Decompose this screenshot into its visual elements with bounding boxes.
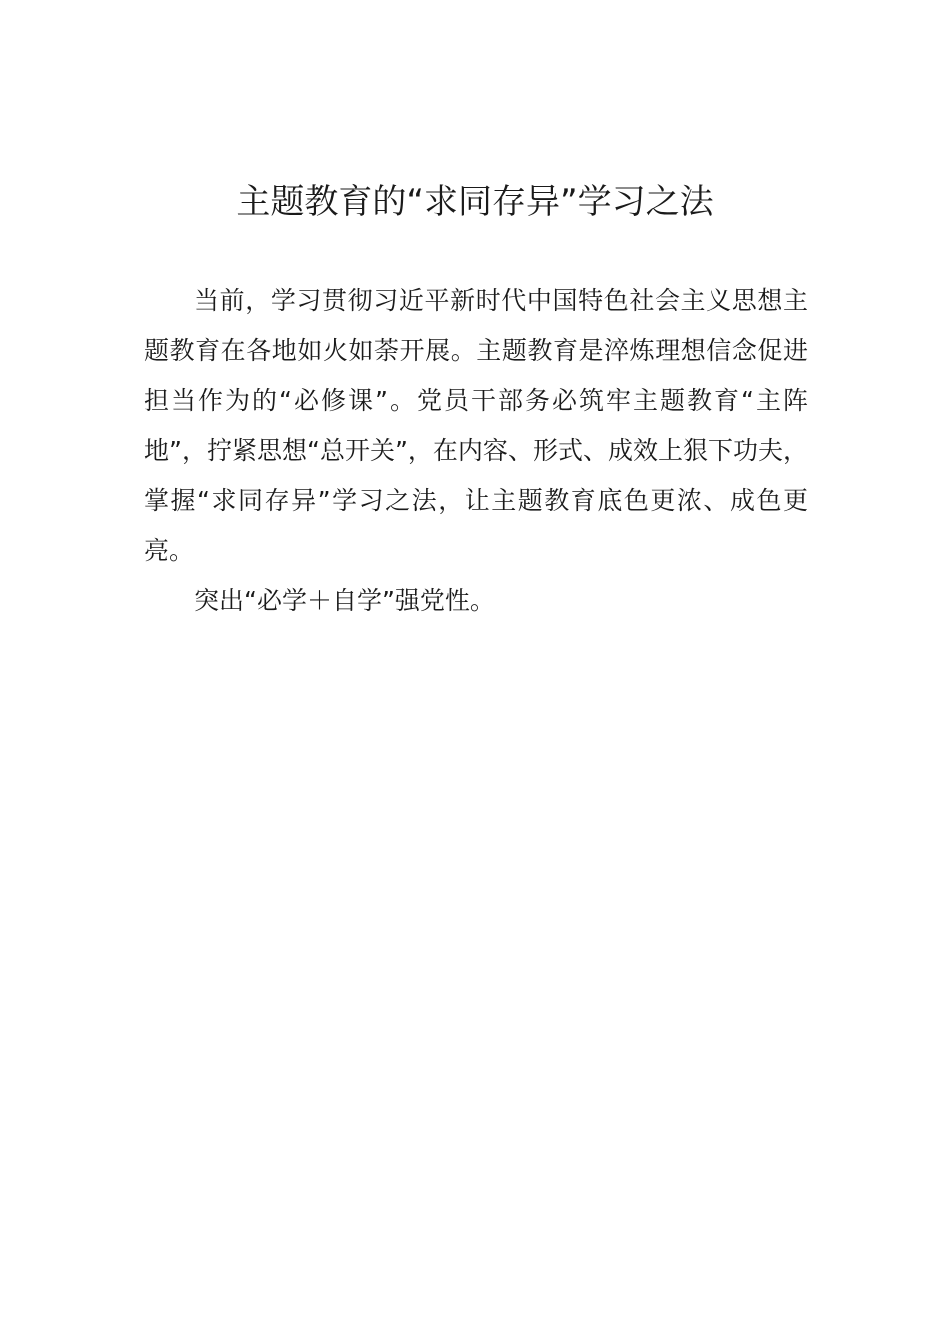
document-body (144, 276, 808, 626)
document-title: 主题教育的“求同存异”学习之法 (236, 182, 714, 222)
paragraph-section-heading: 突出“必学＋自学”强党性。 (194, 586, 495, 615)
paragraph-intro: 当前，学习贯彻习近平新时代中国特色社会主义思想主题教育在各地如火如荼开展。主题教育是淬炼理想信念促进担当作为的“必修课”。党员干部务必筑牢主题教育“主阵地”，拧紧思想“总开关”，在内容、形式、成效上狠下功夫，掌握“求同存异”学习之法，让主题教育底色更浓、成色更亮。 (144, 286, 808, 565)
